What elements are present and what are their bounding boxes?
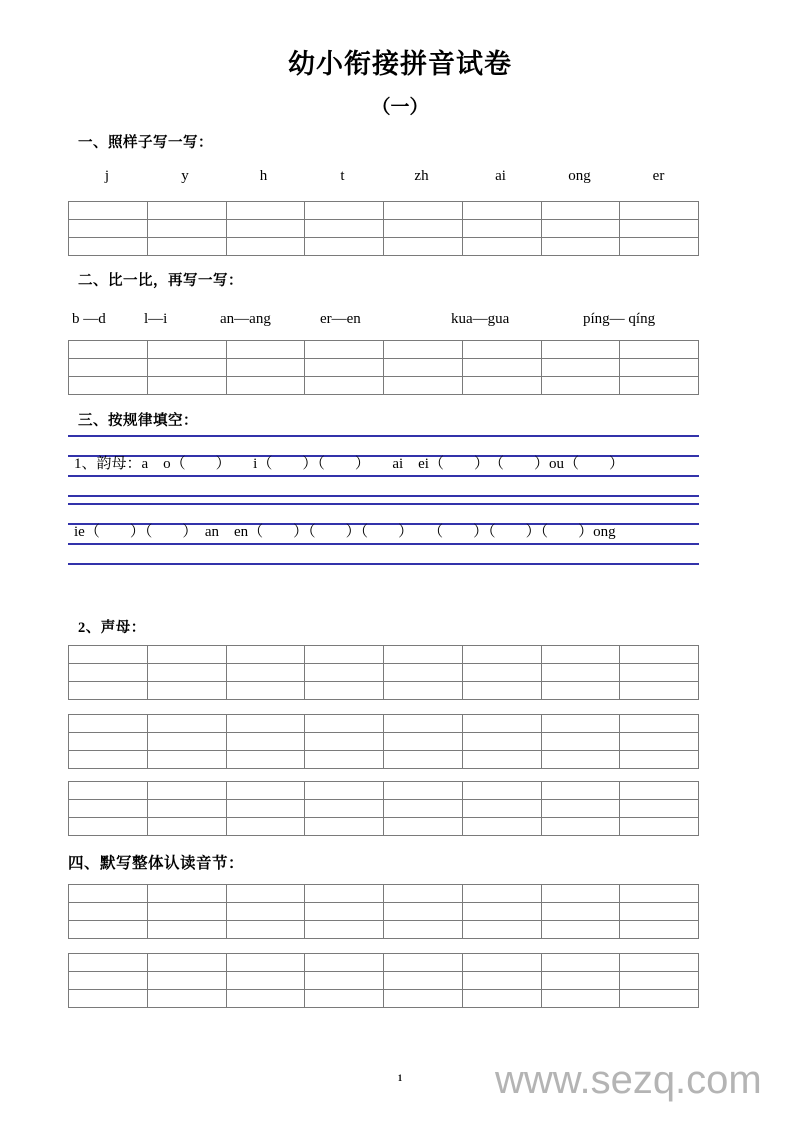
grid-cell[interactable] bbox=[69, 751, 148, 769]
sample-letter: j bbox=[104, 168, 110, 184]
grid-cell[interactable] bbox=[226, 664, 305, 682]
grid-cell[interactable] bbox=[620, 715, 699, 733]
grid-cell[interactable] bbox=[147, 954, 226, 972]
grid-cell[interactable] bbox=[69, 377, 148, 395]
grid-cell[interactable] bbox=[462, 954, 541, 972]
grid-cell[interactable] bbox=[541, 782, 620, 800]
section-1-sample-letters bbox=[68, 168, 699, 185]
grid-cell[interactable] bbox=[226, 818, 305, 836]
grid-cell[interactable] bbox=[69, 818, 148, 836]
grid-cell[interactable] bbox=[620, 202, 699, 220]
staff-line bbox=[68, 503, 699, 505]
grid-cell[interactable] bbox=[620, 682, 699, 700]
grid-cell[interactable] bbox=[147, 800, 226, 818]
grid-cell[interactable] bbox=[620, 664, 699, 682]
grid-cell[interactable] bbox=[147, 818, 226, 836]
compare-pair: er—en bbox=[320, 311, 361, 327]
grid-cell[interactable] bbox=[69, 885, 148, 903]
grid-cell[interactable] bbox=[305, 377, 384, 395]
grid-cell[interactable] bbox=[226, 715, 305, 733]
pinyin-staff-2[interactable] bbox=[68, 503, 699, 565]
grid-cell[interactable] bbox=[305, 751, 384, 769]
page-number: 1 bbox=[397, 1073, 403, 1083]
grid-cell[interactable] bbox=[541, 715, 620, 733]
grid-cell[interactable] bbox=[384, 751, 463, 769]
compare-pair: b —d bbox=[72, 311, 106, 327]
table-row[interactable] bbox=[69, 715, 699, 733]
grid-cell[interactable] bbox=[147, 751, 226, 769]
grid-cell[interactable] bbox=[384, 202, 463, 220]
grid-cell[interactable] bbox=[541, 972, 620, 990]
table-row[interactable] bbox=[69, 751, 699, 769]
grid-cell[interactable] bbox=[69, 990, 148, 1008]
grid-cell[interactable] bbox=[69, 921, 148, 939]
grid-cell[interactable] bbox=[620, 921, 699, 939]
sample-letter: h bbox=[259, 168, 268, 184]
table-row[interactable] bbox=[69, 885, 699, 903]
grid-cell[interactable] bbox=[69, 664, 148, 682]
grid-cell[interactable] bbox=[541, 238, 620, 256]
grid-cell[interactable] bbox=[462, 921, 541, 939]
pinyin-staff-1[interactable] bbox=[68, 435, 699, 497]
grid-cell[interactable] bbox=[462, 903, 541, 921]
grid-cell[interactable] bbox=[226, 800, 305, 818]
grid-cell[interactable] bbox=[620, 220, 699, 238]
sample-letter: er bbox=[652, 168, 665, 184]
grid-cell[interactable] bbox=[226, 682, 305, 700]
grid-cell[interactable] bbox=[620, 359, 699, 377]
grid-cell[interactable] bbox=[305, 903, 384, 921]
pinyin-finals-sequence-2: ie（ ）（ ） an en（ ）（ ）（ ） （ ）（ ）（ ）ong bbox=[74, 524, 616, 540]
grid-cell[interactable] bbox=[620, 954, 699, 972]
grid-cell[interactable] bbox=[620, 782, 699, 800]
compare-pair: kua—gua bbox=[451, 311, 510, 327]
section-4-syllables-grid-2[interactable] bbox=[68, 953, 699, 1008]
grid-cell[interactable] bbox=[541, 818, 620, 836]
grid-cell[interactable] bbox=[147, 646, 226, 664]
grid-cell[interactable] bbox=[620, 903, 699, 921]
grid-cell[interactable] bbox=[226, 341, 305, 359]
grid-cell[interactable] bbox=[69, 800, 148, 818]
grid-cell[interactable] bbox=[226, 885, 305, 903]
grid-cell[interactable] bbox=[462, 202, 541, 220]
grid-cell[interactable] bbox=[305, 818, 384, 836]
compare-pair: an—ang bbox=[220, 311, 271, 327]
grid-cell[interactable] bbox=[541, 341, 620, 359]
grid-cell[interactable] bbox=[620, 751, 699, 769]
grid-cell[interactable] bbox=[541, 990, 620, 1008]
sample-letter: ong bbox=[568, 168, 591, 184]
grid-cell[interactable] bbox=[462, 972, 541, 990]
grid-cell[interactable] bbox=[69, 202, 148, 220]
section-1-heading: 一、照样子写一写： bbox=[78, 135, 213, 151]
grid-cell[interactable] bbox=[147, 664, 226, 682]
grid-cell[interactable] bbox=[541, 664, 620, 682]
grid-cell[interactable] bbox=[541, 903, 620, 921]
grid-cell[interactable] bbox=[462, 646, 541, 664]
table-row[interactable] bbox=[69, 921, 699, 939]
grid-cell[interactable] bbox=[384, 715, 463, 733]
grid-cell[interactable] bbox=[620, 972, 699, 990]
page-subtitle: （一） bbox=[371, 97, 429, 118]
grid-cell[interactable] bbox=[147, 202, 226, 220]
sample-letter: y bbox=[181, 168, 189, 184]
table-row[interactable] bbox=[69, 800, 699, 818]
table-row[interactable] bbox=[69, 377, 699, 395]
table-row[interactable] bbox=[69, 990, 699, 1008]
grid-cell[interactable] bbox=[462, 885, 541, 903]
grid-cell[interactable] bbox=[305, 885, 384, 903]
page-title: 幼小衔接拼音试卷 bbox=[288, 49, 512, 79]
grid-cell[interactable] bbox=[147, 220, 226, 238]
grid-cell[interactable] bbox=[226, 972, 305, 990]
grid-cell[interactable] bbox=[620, 238, 699, 256]
watermark-url: www.sezq.com bbox=[495, 1058, 762, 1102]
grid-cell[interactable] bbox=[384, 818, 463, 836]
grid-cell[interactable] bbox=[541, 800, 620, 818]
grid-cell[interactable] bbox=[462, 359, 541, 377]
grid-cell[interactable] bbox=[384, 359, 463, 377]
grid-cell[interactable] bbox=[384, 664, 463, 682]
grid-cell[interactable] bbox=[462, 715, 541, 733]
staff-line bbox=[68, 435, 699, 437]
grid-cell[interactable] bbox=[69, 646, 148, 664]
grid-cell[interactable] bbox=[541, 921, 620, 939]
section-2-heading: 二、比一比，再写一写： bbox=[78, 273, 243, 289]
table-row[interactable] bbox=[69, 903, 699, 921]
grid-cell[interactable] bbox=[226, 202, 305, 220]
grid-cell[interactable] bbox=[226, 220, 305, 238]
grid-cell[interactable] bbox=[226, 782, 305, 800]
grid-cell[interactable] bbox=[69, 341, 148, 359]
grid-cell[interactable] bbox=[462, 990, 541, 1008]
section-3-subitem-2-label: 2、声母： bbox=[78, 620, 146, 636]
table-row[interactable] bbox=[69, 341, 699, 359]
section-3-initials-grid-3[interactable] bbox=[68, 781, 699, 836]
grid-cell[interactable] bbox=[384, 990, 463, 1008]
grid-cell[interactable] bbox=[226, 903, 305, 921]
grid-cell[interactable] bbox=[384, 885, 463, 903]
grid-cell[interactable] bbox=[384, 972, 463, 990]
grid-cell[interactable] bbox=[305, 990, 384, 1008]
grid-cell[interactable] bbox=[620, 818, 699, 836]
grid-cell[interactable] bbox=[541, 954, 620, 972]
grid-cell[interactable] bbox=[384, 800, 463, 818]
grid-cell[interactable] bbox=[384, 733, 463, 751]
grid-cell[interactable] bbox=[462, 341, 541, 359]
grid-cell[interactable] bbox=[462, 800, 541, 818]
grid-cell[interactable] bbox=[541, 202, 620, 220]
grid-cell[interactable] bbox=[305, 954, 384, 972]
grid-cell[interactable] bbox=[541, 359, 620, 377]
grid-cell[interactable] bbox=[69, 238, 148, 256]
grid-cell[interactable] bbox=[305, 782, 384, 800]
grid-cell[interactable] bbox=[620, 733, 699, 751]
grid-cell[interactable] bbox=[69, 782, 148, 800]
grid-cell[interactable] bbox=[620, 885, 699, 903]
table-row[interactable] bbox=[69, 782, 699, 800]
table-row[interactable] bbox=[69, 664, 699, 682]
section-2-compare-pairs bbox=[72, 311, 703, 328]
grid-cell[interactable] bbox=[305, 733, 384, 751]
grid-cell[interactable] bbox=[305, 341, 384, 359]
table-row[interactable] bbox=[69, 202, 699, 220]
grid-cell[interactable] bbox=[384, 377, 463, 395]
grid-cell[interactable] bbox=[147, 990, 226, 1008]
grid-cell[interactable] bbox=[226, 359, 305, 377]
grid-cell[interactable] bbox=[462, 664, 541, 682]
grid-cell[interactable] bbox=[541, 682, 620, 700]
grid-cell[interactable] bbox=[384, 646, 463, 664]
grid-cell[interactable] bbox=[147, 377, 226, 395]
grid-cell[interactable] bbox=[147, 921, 226, 939]
table-row[interactable] bbox=[69, 682, 699, 700]
grid-cell[interactable] bbox=[541, 220, 620, 238]
grid-cell[interactable] bbox=[147, 715, 226, 733]
grid-cell[interactable] bbox=[462, 377, 541, 395]
grid-cell[interactable] bbox=[147, 238, 226, 256]
grid-cell[interactable] bbox=[462, 682, 541, 700]
grid-cell[interactable] bbox=[384, 341, 463, 359]
grid-cell[interactable] bbox=[384, 954, 463, 972]
grid-cell[interactable] bbox=[620, 800, 699, 818]
grid-cell[interactable] bbox=[305, 715, 384, 733]
compare-pair: píng— qíng bbox=[583, 311, 656, 327]
staff-line bbox=[68, 563, 699, 565]
table-row[interactable] bbox=[69, 972, 699, 990]
grid-cell[interactable] bbox=[226, 954, 305, 972]
staff-line bbox=[68, 495, 699, 497]
grid-cell[interactable] bbox=[384, 238, 463, 256]
grid-cell[interactable] bbox=[620, 646, 699, 664]
compare-pair: l—i bbox=[144, 311, 168, 327]
table-row[interactable] bbox=[69, 646, 699, 664]
grid-cell[interactable] bbox=[620, 341, 699, 359]
section-3-initials-grid-2[interactable] bbox=[68, 714, 699, 769]
grid-cell[interactable] bbox=[462, 751, 541, 769]
grid-cell[interactable] bbox=[69, 733, 148, 751]
grid-cell[interactable] bbox=[305, 682, 384, 700]
grid-cell[interactable] bbox=[69, 954, 148, 972]
grid-cell[interactable] bbox=[384, 220, 463, 238]
grid-cell[interactable] bbox=[462, 238, 541, 256]
grid-cell[interactable] bbox=[541, 751, 620, 769]
grid-cell[interactable] bbox=[69, 972, 148, 990]
grid-cell[interactable] bbox=[226, 751, 305, 769]
grid-cell[interactable] bbox=[147, 359, 226, 377]
grid-cell[interactable] bbox=[69, 682, 148, 700]
grid-cell[interactable] bbox=[384, 903, 463, 921]
grid-cell[interactable] bbox=[226, 733, 305, 751]
grid-cell[interactable] bbox=[226, 990, 305, 1008]
grid-cell[interactable] bbox=[147, 972, 226, 990]
table-row[interactable] bbox=[69, 238, 699, 256]
grid-cell[interactable] bbox=[69, 715, 148, 733]
grid-cell[interactable] bbox=[541, 885, 620, 903]
sample-letter: t bbox=[340, 168, 345, 184]
grid-cell[interactable] bbox=[305, 800, 384, 818]
section-1-writing-grid[interactable] bbox=[68, 201, 699, 256]
grid-cell[interactable] bbox=[147, 782, 226, 800]
grid-cell[interactable] bbox=[620, 990, 699, 1008]
grid-cell[interactable] bbox=[620, 377, 699, 395]
grid-cell[interactable] bbox=[305, 972, 384, 990]
grid-cell[interactable] bbox=[462, 220, 541, 238]
grid-cell[interactable] bbox=[305, 664, 384, 682]
grid-cell[interactable] bbox=[305, 921, 384, 939]
grid-cell[interactable] bbox=[462, 782, 541, 800]
section-2-writing-grid[interactable] bbox=[68, 340, 699, 395]
grid-cell[interactable] bbox=[69, 903, 148, 921]
grid-cell[interactable] bbox=[384, 921, 463, 939]
grid-cell[interactable] bbox=[305, 202, 384, 220]
sample-letter: zh bbox=[414, 168, 429, 184]
grid-cell[interactable] bbox=[305, 359, 384, 377]
grid-cell[interactable] bbox=[147, 341, 226, 359]
grid-cell[interactable] bbox=[147, 885, 226, 903]
grid-cell[interactable] bbox=[226, 646, 305, 664]
section-4-syllables-grid-1[interactable] bbox=[68, 884, 699, 939]
sample-letter: ai bbox=[495, 168, 506, 184]
grid-cell[interactable] bbox=[541, 646, 620, 664]
grid-cell[interactable] bbox=[147, 733, 226, 751]
grid-cell[interactable] bbox=[305, 238, 384, 256]
grid-cell[interactable] bbox=[226, 377, 305, 395]
section-3-heading: 三、按规律填空： bbox=[78, 413, 198, 429]
grid-cell[interactable] bbox=[384, 682, 463, 700]
table-row[interactable] bbox=[69, 818, 699, 836]
grid-cell[interactable] bbox=[462, 733, 541, 751]
section-3-initials-grid-1[interactable] bbox=[68, 645, 699, 700]
grid-cell[interactable] bbox=[305, 646, 384, 664]
grid-cell[interactable] bbox=[69, 359, 148, 377]
grid-cell[interactable] bbox=[541, 733, 620, 751]
table-row[interactable] bbox=[69, 220, 699, 238]
grid-cell[interactable] bbox=[226, 921, 305, 939]
table-row[interactable] bbox=[69, 954, 699, 972]
grid-cell[interactable] bbox=[147, 682, 226, 700]
table-row[interactable] bbox=[69, 359, 699, 377]
table-row[interactable] bbox=[69, 733, 699, 751]
pinyin-finals-sequence: 1、韵母：a o（ ） i（ ）（ ） ai ei（ ） （ ）ou（ ） bbox=[74, 456, 624, 472]
grid-cell[interactable] bbox=[147, 903, 226, 921]
grid-cell[interactable] bbox=[305, 220, 384, 238]
grid-cell[interactable] bbox=[541, 377, 620, 395]
grid-cell[interactable] bbox=[69, 220, 148, 238]
section-4-heading: 四、默写整体认读音节： bbox=[68, 855, 245, 872]
grid-cell[interactable] bbox=[462, 818, 541, 836]
grid-cell[interactable] bbox=[226, 238, 305, 256]
grid-cell[interactable] bbox=[384, 782, 463, 800]
